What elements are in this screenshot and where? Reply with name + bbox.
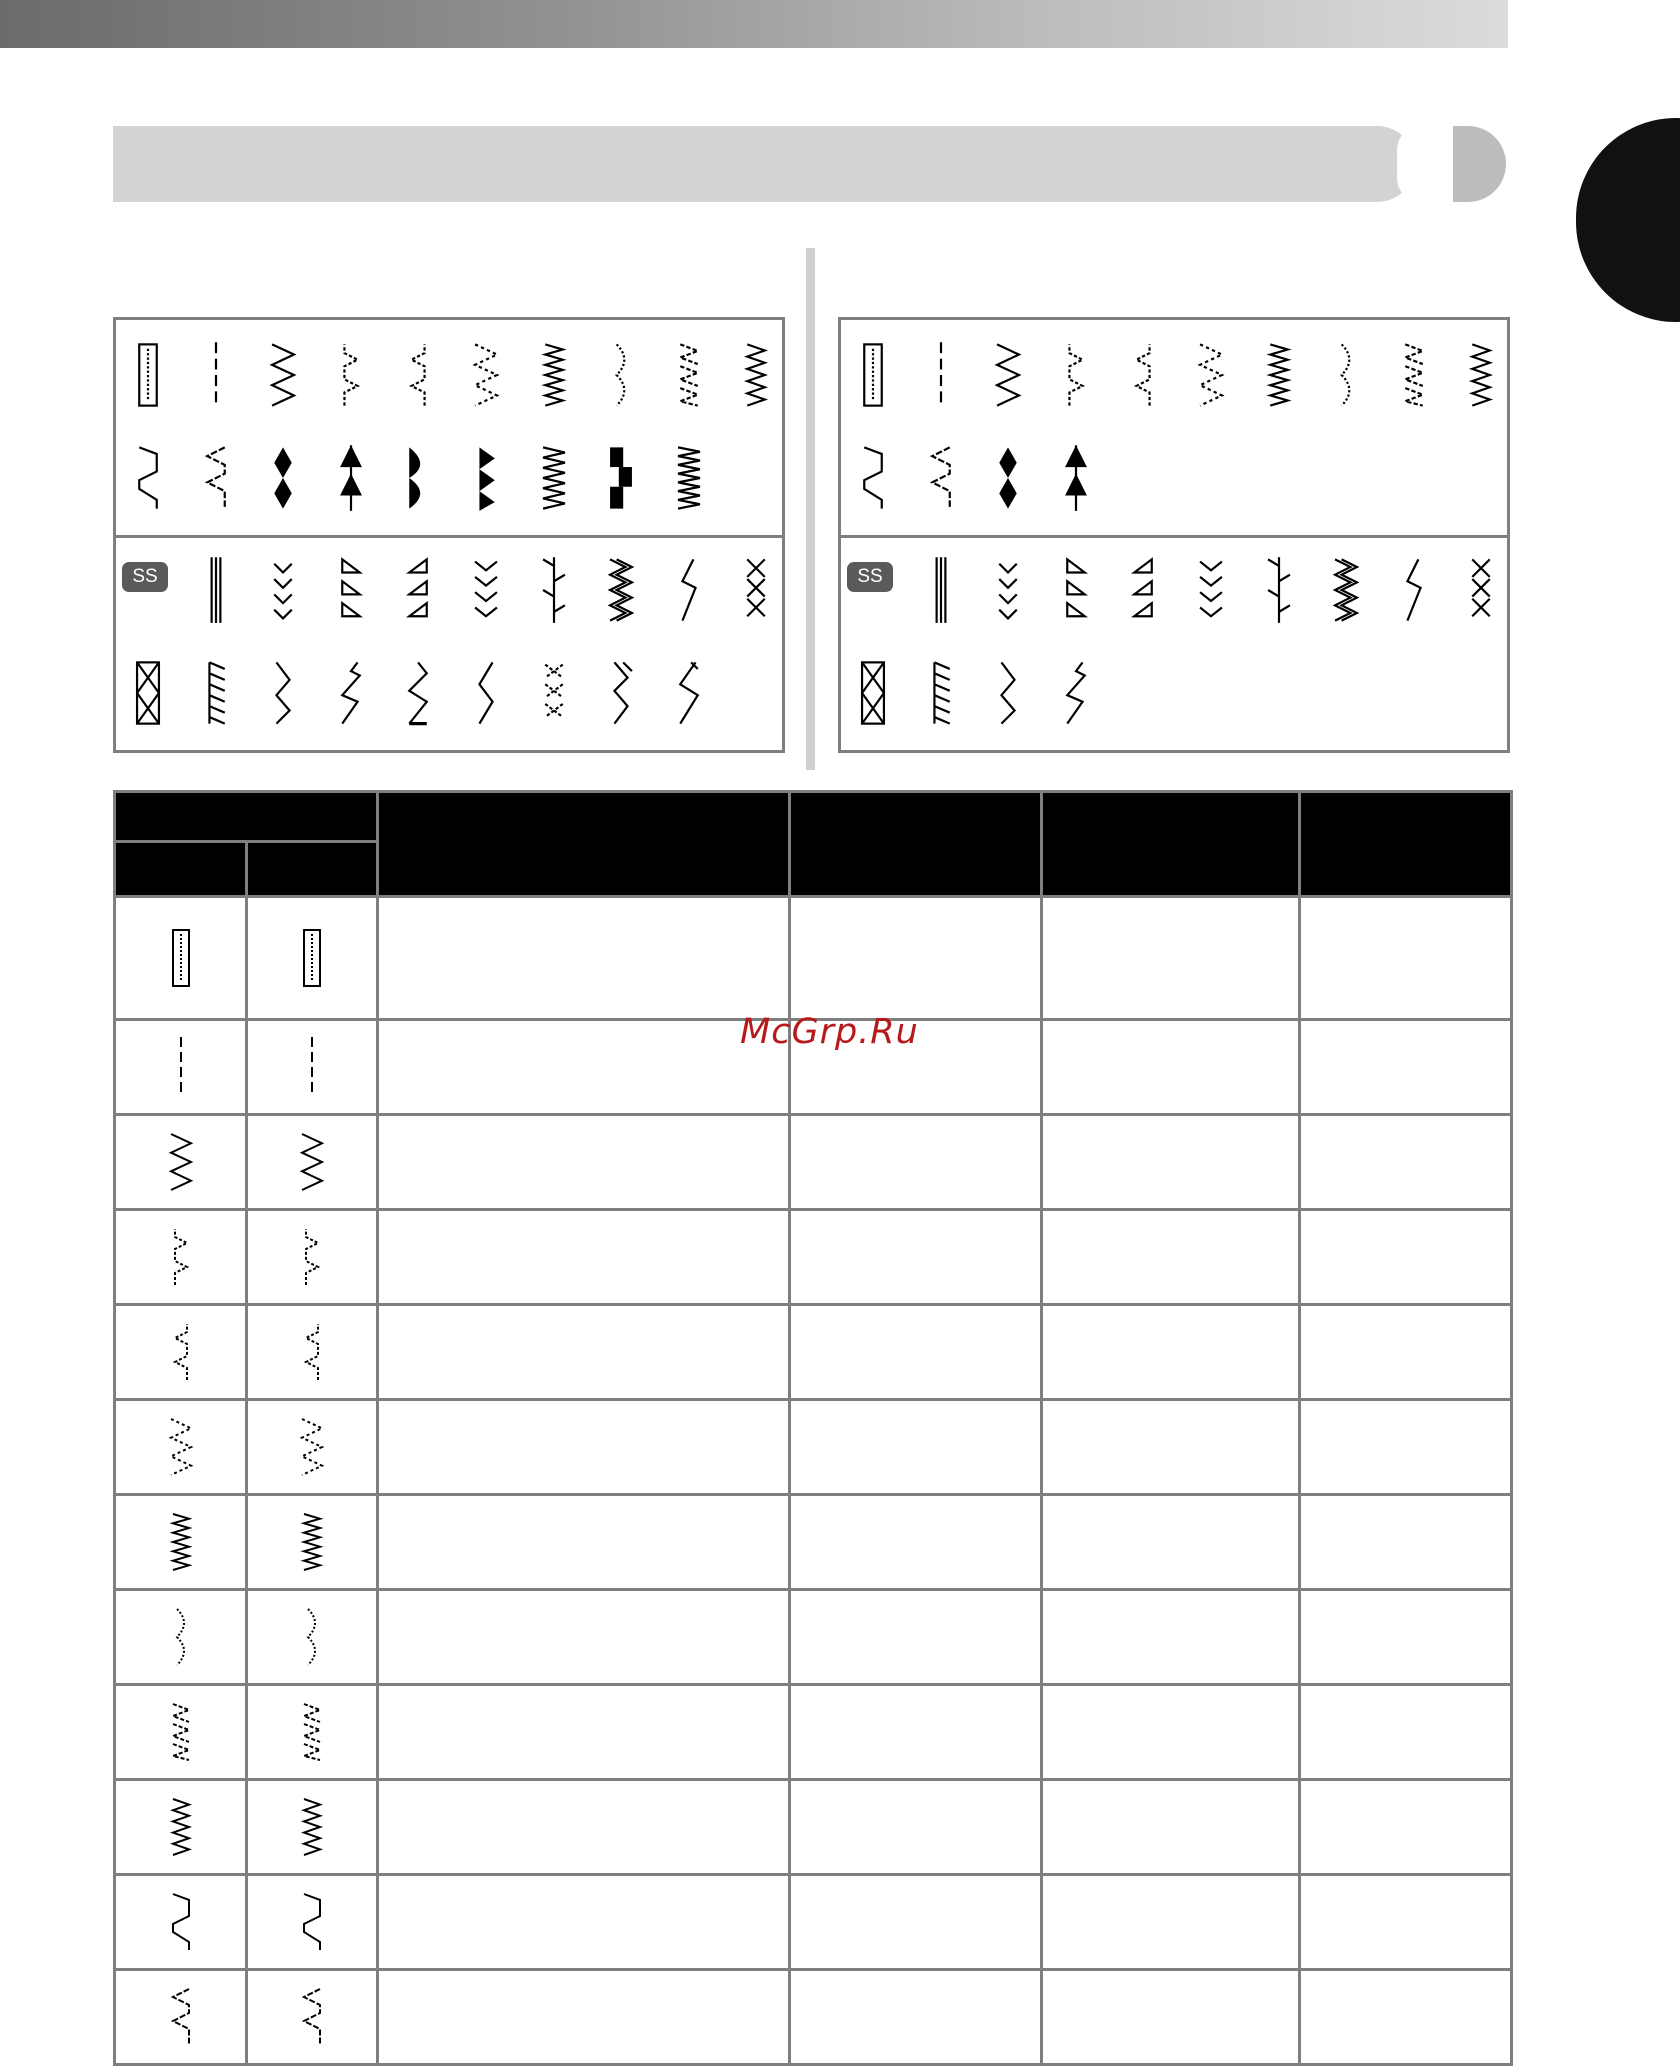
honeycomb-stitch-icon	[464, 658, 508, 728]
overcast-icon	[247, 1780, 378, 1875]
scallop-icon	[115, 1685, 247, 1780]
table-cell	[790, 1495, 1042, 1590]
zigzag-arrow-icon	[667, 658, 711, 728]
chapter-tab	[1576, 118, 1680, 322]
table-cell	[1042, 1970, 1300, 2065]
elastic-zigzag-icon	[532, 340, 576, 410]
elastic-zigzag-icon	[247, 1495, 378, 1590]
satin-diamond-icon	[986, 443, 1030, 513]
scallop-icon	[247, 1685, 378, 1780]
table-cell	[1042, 1020, 1300, 1115]
lightning-stitch-icon	[667, 555, 711, 625]
scallop-icon	[1392, 340, 1436, 410]
table-row	[115, 1685, 1512, 1780]
feather-stitch-icon	[532, 555, 576, 625]
section-title-band	[113, 126, 1506, 202]
shell-tuck-icon	[115, 1590, 247, 1685]
table-cell	[378, 1780, 790, 1875]
triangle-stitch-icon	[329, 555, 373, 625]
three-step-zigzag-icon	[464, 340, 508, 410]
satin-arrow-icon	[1054, 443, 1098, 513]
column-divider	[806, 248, 815, 770]
table-cell	[1042, 1495, 1300, 1590]
header-model-b	[247, 842, 378, 897]
zigzag-icon	[247, 1115, 378, 1210]
table-cell	[1042, 1780, 1300, 1875]
straight-stitch-icon	[247, 1020, 378, 1115]
feather-stitch-icon	[1257, 555, 1301, 625]
satin-wedge-icon	[464, 443, 508, 513]
header-col-5	[1042, 792, 1300, 897]
inverse-wave-hem-icon	[115, 1970, 247, 2065]
shell-tuck-icon	[1324, 340, 1368, 410]
table-cell	[1042, 1305, 1300, 1400]
table-cell	[790, 1400, 1042, 1495]
table-row	[115, 1400, 1512, 1495]
satin-wave-icon	[667, 443, 711, 513]
table-cell	[1042, 1210, 1300, 1305]
table-cell	[1300, 1495, 1512, 1590]
wave-hem-icon	[247, 1875, 378, 1970]
table-row	[115, 1210, 1512, 1305]
three-step-zigzag-icon	[1189, 340, 1233, 410]
zigzag-icon	[115, 1115, 247, 1210]
scallop-icon	[667, 340, 711, 410]
top-gradient-bar	[0, 0, 1508, 48]
elastic-zigzag-icon	[115, 1495, 247, 1590]
table-cell	[1042, 1685, 1300, 1780]
table-cell	[790, 1210, 1042, 1305]
straight-stitch-icon	[194, 340, 238, 410]
table-row	[115, 1780, 1512, 1875]
table-cell	[1300, 1970, 1512, 2065]
table-cell	[378, 1495, 790, 1590]
table-cell	[1300, 1875, 1512, 1970]
wave-hem-icon	[851, 443, 895, 513]
inverse-blind-hem-icon	[396, 340, 440, 410]
ss-badge: SS	[122, 562, 168, 592]
double-zigzag-icon	[1324, 555, 1368, 625]
header-model-a	[115, 842, 247, 897]
table-cell	[1042, 1590, 1300, 1685]
table-cell	[1042, 1875, 1300, 1970]
table-cell	[378, 1590, 790, 1685]
blind-hem-icon	[329, 340, 373, 410]
header-stitch-group	[115, 792, 378, 842]
box-cross-icon	[851, 658, 895, 728]
ladder-stitch-icon	[194, 658, 238, 728]
arrow-stitch-icon	[464, 555, 508, 625]
satin-arrow-icon	[329, 443, 373, 513]
table-cell	[1042, 897, 1300, 1020]
satin-diamond-icon	[261, 443, 305, 513]
cross-stitch-icon	[1459, 555, 1503, 625]
table-cell	[1042, 1115, 1300, 1210]
satin-half-moon-icon	[396, 443, 440, 513]
stitch-panel-left	[113, 317, 785, 753]
table-cell	[378, 1400, 790, 1495]
rickrack-stitch-icon	[986, 658, 1030, 728]
straight-stitch-icon	[115, 1020, 247, 1115]
cross-stitch-icon	[734, 555, 778, 625]
stitch-settings-table	[113, 790, 1513, 2066]
buttonhole-icon	[247, 897, 378, 1020]
title-band-main	[113, 126, 1415, 202]
header-col-3	[378, 792, 790, 897]
zigzag-icon	[986, 340, 1030, 410]
box-cross-icon	[126, 658, 170, 728]
overcast-icon	[734, 340, 778, 410]
three-step-zigzag-icon	[247, 1400, 378, 1495]
table-cell	[378, 1020, 790, 1115]
buttonhole-icon	[126, 340, 170, 410]
shell-tuck-icon	[247, 1590, 378, 1685]
table-row	[115, 1590, 1512, 1685]
inverse-wave-hem-icon	[194, 443, 238, 513]
title-band-gap	[1397, 126, 1445, 202]
watermark-text: McGrp.Ru	[740, 1012, 919, 1052]
table-cell	[790, 1115, 1042, 1210]
table-row	[115, 1115, 1512, 1210]
table-row	[115, 1875, 1512, 1970]
table-cell	[1300, 1780, 1512, 1875]
serpentine-stitch-icon	[1054, 658, 1098, 728]
blind-hem-icon	[1054, 340, 1098, 410]
table-cell	[790, 1970, 1042, 2065]
ornamental-stitch-icon	[396, 658, 440, 728]
table-cell	[790, 1590, 1042, 1685]
table-row	[115, 1495, 1512, 1590]
elastic-zigzag-icon	[1257, 340, 1301, 410]
straight-stitch-icon	[919, 340, 963, 410]
ss-badge: SS	[847, 562, 893, 592]
inverse-blind-hem-icon	[1121, 340, 1165, 410]
table-cell	[1042, 1400, 1300, 1495]
arrow-stitch-icon	[1189, 555, 1233, 625]
satin-zigzag-icon	[532, 443, 576, 513]
wave-hem-icon	[115, 1875, 247, 1970]
table-cell	[1300, 1210, 1512, 1305]
chevron-stitch-icon	[261, 555, 305, 625]
table-cell	[378, 1115, 790, 1210]
serpentine-stitch-icon	[329, 658, 373, 728]
overcast-icon	[1459, 340, 1503, 410]
inverse-blind-hem-icon	[115, 1305, 247, 1400]
header-col-4	[790, 792, 1042, 897]
table-row	[115, 1970, 1512, 2065]
inverse-wave-hem-icon	[919, 443, 963, 513]
zigzag-icon	[261, 340, 305, 410]
blind-hem-icon	[115, 1210, 247, 1305]
shell-tuck-icon	[599, 340, 643, 410]
table-cell	[378, 1210, 790, 1305]
table-cell	[1300, 1400, 1512, 1495]
ladder-stitch-icon	[919, 658, 963, 728]
title-band-tail	[1453, 126, 1506, 202]
header-col-6	[1300, 792, 1512, 897]
fagoting-stitch-icon	[532, 658, 576, 728]
table-cell	[790, 897, 1042, 1020]
table-row	[115, 897, 1512, 1020]
table-cell	[378, 897, 790, 1020]
table-cell	[1300, 897, 1512, 1020]
table-cell	[1300, 1590, 1512, 1685]
rickrack-stitch-icon	[261, 658, 305, 728]
blind-hem-icon	[247, 1210, 378, 1305]
triple-straight-icon	[194, 555, 238, 625]
double-rickrack-icon	[599, 658, 643, 728]
table-cell	[1300, 1305, 1512, 1400]
table-cell	[790, 1780, 1042, 1875]
table-cell	[1300, 1115, 1512, 1210]
lightning-stitch-icon	[1392, 555, 1436, 625]
inverse-wave-hem-icon	[247, 1970, 378, 2065]
table-cell	[378, 1305, 790, 1400]
table-cell	[378, 1685, 790, 1780]
table-cell	[378, 1875, 790, 1970]
three-step-zigzag-icon	[115, 1400, 247, 1495]
panel-divider	[116, 535, 782, 538]
table-row	[115, 1305, 1512, 1400]
overcast-icon	[115, 1780, 247, 1875]
table-cell	[1300, 1685, 1512, 1780]
inverse-blind-hem-icon	[247, 1305, 378, 1400]
table-cell	[790, 1685, 1042, 1780]
inverse-triangle-icon	[396, 555, 440, 625]
table-cell	[1300, 1020, 1512, 1115]
panel-divider	[841, 535, 1507, 538]
table-cell	[790, 1305, 1042, 1400]
stitch-panel-right	[838, 317, 1510, 753]
buttonhole-icon	[115, 897, 247, 1020]
wave-hem-icon	[126, 443, 170, 513]
satin-step-icon	[599, 443, 643, 513]
inverse-triangle-icon	[1121, 555, 1165, 625]
double-zigzag-icon	[599, 555, 643, 625]
buttonhole-icon	[851, 340, 895, 410]
table-cell	[790, 1875, 1042, 1970]
table-cell	[378, 1970, 790, 2065]
chevron-stitch-icon	[986, 555, 1030, 625]
triangle-stitch-icon	[1054, 555, 1098, 625]
triple-straight-icon	[919, 555, 963, 625]
